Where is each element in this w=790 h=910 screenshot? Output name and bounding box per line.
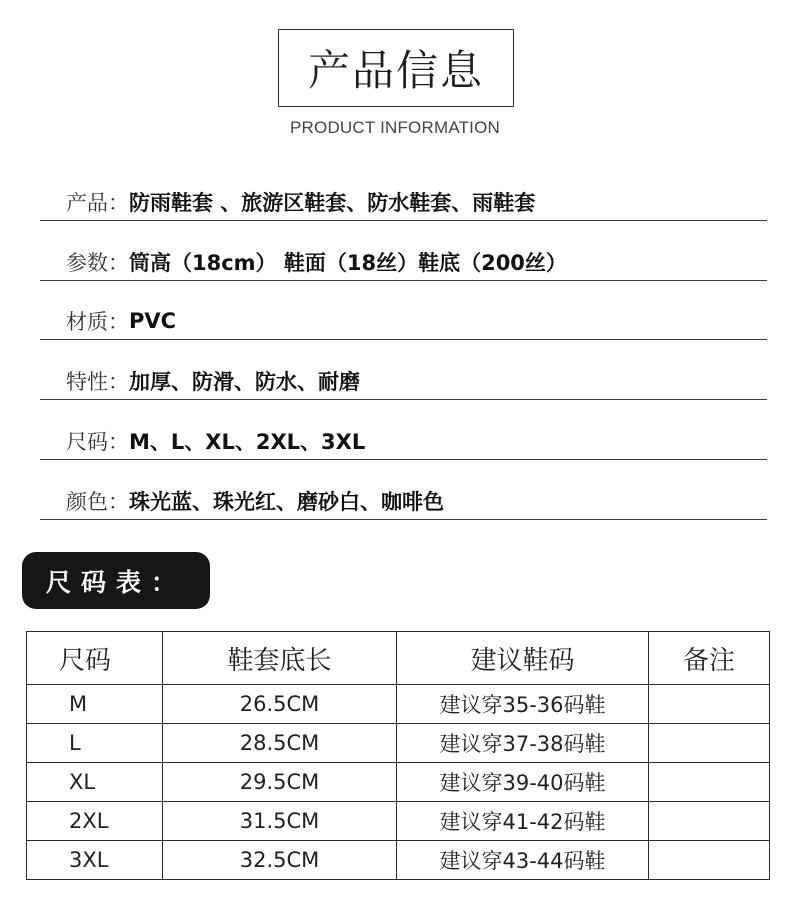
- cell-shoe-size: 建议穿43-44码鞋: [397, 841, 649, 880]
- info-row-parameters: [40, 243, 767, 281]
- table-row: [27, 841, 770, 880]
- header-shoe-size: 建议鞋码: [397, 632, 649, 685]
- info-value: M、L、XL、2XL、3XL: [129, 429, 366, 454]
- cell-size: 2XL: [27, 802, 163, 841]
- page-subtitle: PRODUCT INFORMATION: [290, 118, 500, 137]
- size-table: [26, 631, 770, 880]
- cell-shoe-size: 建议穿35-36码鞋: [397, 685, 649, 724]
- info-label: 颜色：: [66, 489, 129, 514]
- info-value: 珠光蓝、珠光红、磨砂白、咖啡色: [129, 489, 444, 514]
- table-row: [27, 763, 770, 802]
- info-row-features: [40, 362, 767, 400]
- info-row-sizes: [40, 422, 767, 460]
- info-value: 筒高（18cm） 鞋面（18丝）鞋底（200丝）: [129, 250, 567, 275]
- header-length: 鞋套底长: [163, 632, 397, 685]
- cell-length: 31.5CM: [163, 802, 397, 841]
- info-row-colors: [40, 482, 767, 520]
- table-row: [27, 685, 770, 724]
- cell-note: [649, 802, 770, 841]
- cell-note: [649, 724, 770, 763]
- page-title: 产品信息: [278, 29, 514, 107]
- table-row: [27, 724, 770, 763]
- cell-note: [649, 685, 770, 724]
- cell-length: 29.5CM: [163, 763, 397, 802]
- table-header-row: [27, 632, 770, 685]
- cell-note: [649, 763, 770, 802]
- info-label: 特性：: [66, 369, 129, 394]
- cell-size: L: [27, 724, 163, 763]
- cell-length: 28.5CM: [163, 724, 397, 763]
- info-value: PVC: [129, 308, 177, 333]
- info-value: 加厚、防滑、防水、耐磨: [129, 369, 360, 394]
- header-size: 尺码: [27, 632, 163, 685]
- cell-length: 32.5CM: [163, 841, 397, 880]
- size-chart-badge: 尺码表：: [22, 552, 210, 609]
- info-value: 防雨鞋套 、旅游区鞋套、防水鞋套、雨鞋套: [129, 190, 536, 215]
- info-label: 参数：: [66, 250, 129, 275]
- header-note: 备注: [649, 632, 770, 685]
- table-row: [27, 802, 770, 841]
- cell-size: XL: [27, 763, 163, 802]
- cell-note: [649, 841, 770, 880]
- info-row-product: [40, 183, 767, 221]
- cell-length: 26.5CM: [163, 685, 397, 724]
- cell-shoe-size: 建议穿39-40码鞋: [397, 763, 649, 802]
- cell-shoe-size: 建议穿41-42码鞋: [397, 802, 649, 841]
- info-row-material: [40, 302, 767, 340]
- info-label: 产品：: [66, 190, 129, 215]
- cell-shoe-size: 建议穿37-38码鞋: [397, 724, 649, 763]
- info-label: 尺码：: [66, 429, 129, 454]
- info-label: 材质：: [66, 309, 129, 334]
- cell-size: M: [27, 685, 163, 724]
- cell-size: 3XL: [27, 841, 163, 880]
